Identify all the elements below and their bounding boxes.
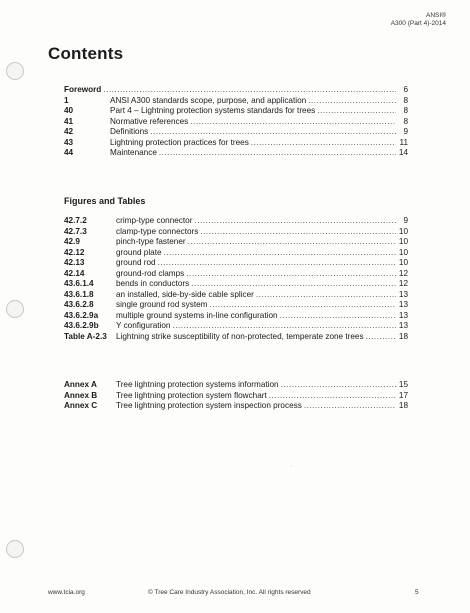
toc-entry [64, 321, 408, 332]
dot-leader [366, 332, 396, 343]
binder-hole [6, 300, 24, 318]
toc-figures [64, 216, 408, 342]
dot-leader [103, 85, 396, 96]
toc-entry [64, 311, 408, 322]
toc-sections [64, 85, 408, 159]
toc-entry-page: 8 [403, 95, 408, 105]
toc-entry [64, 96, 408, 107]
toc-entry [64, 85, 408, 96]
page-header [391, 12, 446, 28]
toc-entry-number: 42.12 [64, 247, 85, 257]
dot-leader [164, 248, 396, 259]
toc-entry-page: 6 [403, 85, 408, 94]
toc-entry [64, 279, 408, 290]
toc-entry-page: 12 [398, 268, 408, 278]
toc-entry-number: 44 [64, 148, 74, 157]
toc-entry [64, 391, 408, 402]
toc-entry-title: clamp-type connectors [116, 226, 199, 236]
dot-leader [280, 311, 396, 322]
toc-entry [64, 380, 408, 391]
toc-entry-page: 10 [398, 237, 408, 246]
toc-entry-number: 42.9 [64, 237, 80, 246]
dot-leader [194, 216, 396, 227]
toc-entry-title: an installed, side-by-side cable splicer [116, 289, 254, 299]
toc-entry-page: 14 [398, 148, 408, 157]
toc-entry-page: 18 [398, 331, 408, 341]
toc-entry-title: pinch-type fastener [116, 237, 186, 246]
toc-entry-page: 13 [398, 300, 408, 309]
toc-entry [64, 227, 408, 238]
toc-entry-page: 13 [398, 289, 408, 299]
toc-entry-number: Table A-2.3 [64, 331, 107, 341]
toc-entry [64, 290, 408, 301]
toc-entry-number: 43.6.1.8 [64, 289, 94, 299]
dot-leader [251, 138, 396, 149]
toc-entry [64, 148, 408, 159]
toc-entry-title: ground-rod clamps [116, 268, 185, 278]
toc-entry [64, 269, 408, 280]
toc-entry-number: 42.7.3 [64, 226, 87, 236]
toc-entry-number: 1 [64, 95, 69, 105]
dot-leader [281, 380, 396, 391]
dot-leader [256, 290, 396, 301]
toc-entry-number: 43 [64, 137, 74, 147]
toc-entry-title: ground rod [116, 258, 156, 267]
dot-leader [191, 279, 396, 290]
toc-entry-number: 43.6.2.9a [64, 310, 99, 320]
toc-entry-title: Tree lightning protection systems information [116, 380, 279, 389]
dot-leader [159, 148, 396, 159]
dot-leader [188, 237, 396, 248]
toc-entry-number: 40 [64, 106, 74, 115]
toc-entry [64, 237, 408, 248]
toc-entry-title: single ground rod system [116, 300, 208, 309]
toc-entry-number: Annex B [64, 390, 98, 400]
header-standard-mark: ANSI® [426, 12, 446, 19]
toc-entry-title: Tree lightning protection system inspection process [116, 401, 302, 410]
dot-leader [209, 300, 396, 311]
dot-leader [186, 269, 396, 280]
toc-entry [64, 117, 408, 128]
toc-entry-page: 9 [403, 127, 408, 136]
dot-leader [190, 117, 396, 128]
toc-annexes [64, 380, 408, 412]
dot-leader [308, 96, 396, 107]
binder-hole [6, 62, 24, 80]
toc-entry-page: 8 [403, 106, 408, 115]
toc-entry-number: 42.7.2 [64, 216, 87, 225]
toc-entry-title: ANSI A300 standards scope, purpose, and application [110, 95, 307, 105]
toc-entry-title: Definitions [110, 127, 149, 136]
toc-entry-number: 43.6.2.8 [64, 300, 94, 309]
dot-leader [158, 258, 396, 269]
toc-entry-page: 10 [398, 226, 408, 236]
toc-entry-page: 13 [398, 310, 408, 320]
toc-entry [64, 216, 408, 227]
toc-entry-page: 11 [399, 137, 408, 147]
footer-page-number: 5 [415, 589, 419, 596]
toc-entry-page: 8 [403, 116, 408, 126]
toc-entry [64, 332, 408, 343]
toc-entry-page: 13 [398, 321, 408, 330]
toc-entry-number: 42.13 [64, 258, 85, 267]
toc-entry-number: Annex C [64, 401, 98, 410]
toc-entry-title: Lightning protection practices for trees [110, 137, 249, 147]
toc-entry [64, 127, 408, 138]
binder-hole [6, 540, 24, 558]
toc-entry-number: Annex A [64, 380, 97, 389]
toc-entry-title: Y configuration [116, 321, 171, 330]
toc-entry-number: 41 [64, 116, 74, 126]
page-title: Contents [48, 44, 124, 63]
toc-entry-title: Maintenance [110, 148, 157, 157]
figures-heading: Figures and Tables [64, 196, 146, 206]
toc-entry-number: 42 [64, 127, 74, 136]
toc-entry-title: ground plate [116, 247, 162, 257]
toc-entry [64, 401, 408, 412]
scan-mark: · [290, 463, 293, 470]
toc-entry-number: 43.6.1.4 [64, 279, 94, 288]
toc-entry [64, 258, 408, 269]
toc-entry-number: 42.14 [64, 268, 85, 278]
toc-entry-title: crimp-type connector [116, 216, 193, 225]
toc-entry-page: 15 [398, 380, 408, 389]
toc-entry-page: 12 [398, 279, 408, 288]
toc-entry-title: Part 4 – Lightning protection systems standards for trees [110, 106, 316, 115]
toc-entry [64, 138, 408, 149]
toc-entry [64, 106, 408, 117]
toc-entry-title: multiple ground systems in-line configuration [116, 310, 278, 320]
dot-leader [317, 106, 396, 117]
footer-copyright: © Tree Care Industry Association, Inc. All rights reserved [148, 589, 311, 596]
toc-entry-number: 43.6.2.9b [64, 321, 99, 330]
toc-entry-title: Lightning strike susceptibility of non-protected, temperate zone trees [116, 331, 364, 341]
toc-entry [64, 248, 408, 259]
toc-entry-page: 17 [398, 390, 408, 400]
dot-leader [200, 227, 396, 238]
dot-leader [150, 127, 396, 138]
toc-entry-title: Normative references [110, 116, 189, 126]
toc-entry-page: 10 [398, 247, 408, 257]
footer-website: www.tcia.org [48, 589, 85, 596]
toc-entry-title: Tree lightning protection system flowchart [116, 390, 267, 400]
toc-entry-number: Foreword [64, 85, 102, 94]
header-standard-id: A300 (Part 4)-2014 [390, 20, 446, 27]
dot-leader [172, 321, 396, 332]
toc-entry-title: bends in conductors [116, 279, 190, 288]
toc-entry-page: 9 [403, 216, 408, 225]
toc-entry-page: 10 [398, 258, 408, 267]
dot-leader [304, 401, 396, 412]
toc-entry-page: 18 [398, 401, 408, 410]
dot-leader [269, 391, 396, 402]
toc-entry [64, 300, 408, 311]
